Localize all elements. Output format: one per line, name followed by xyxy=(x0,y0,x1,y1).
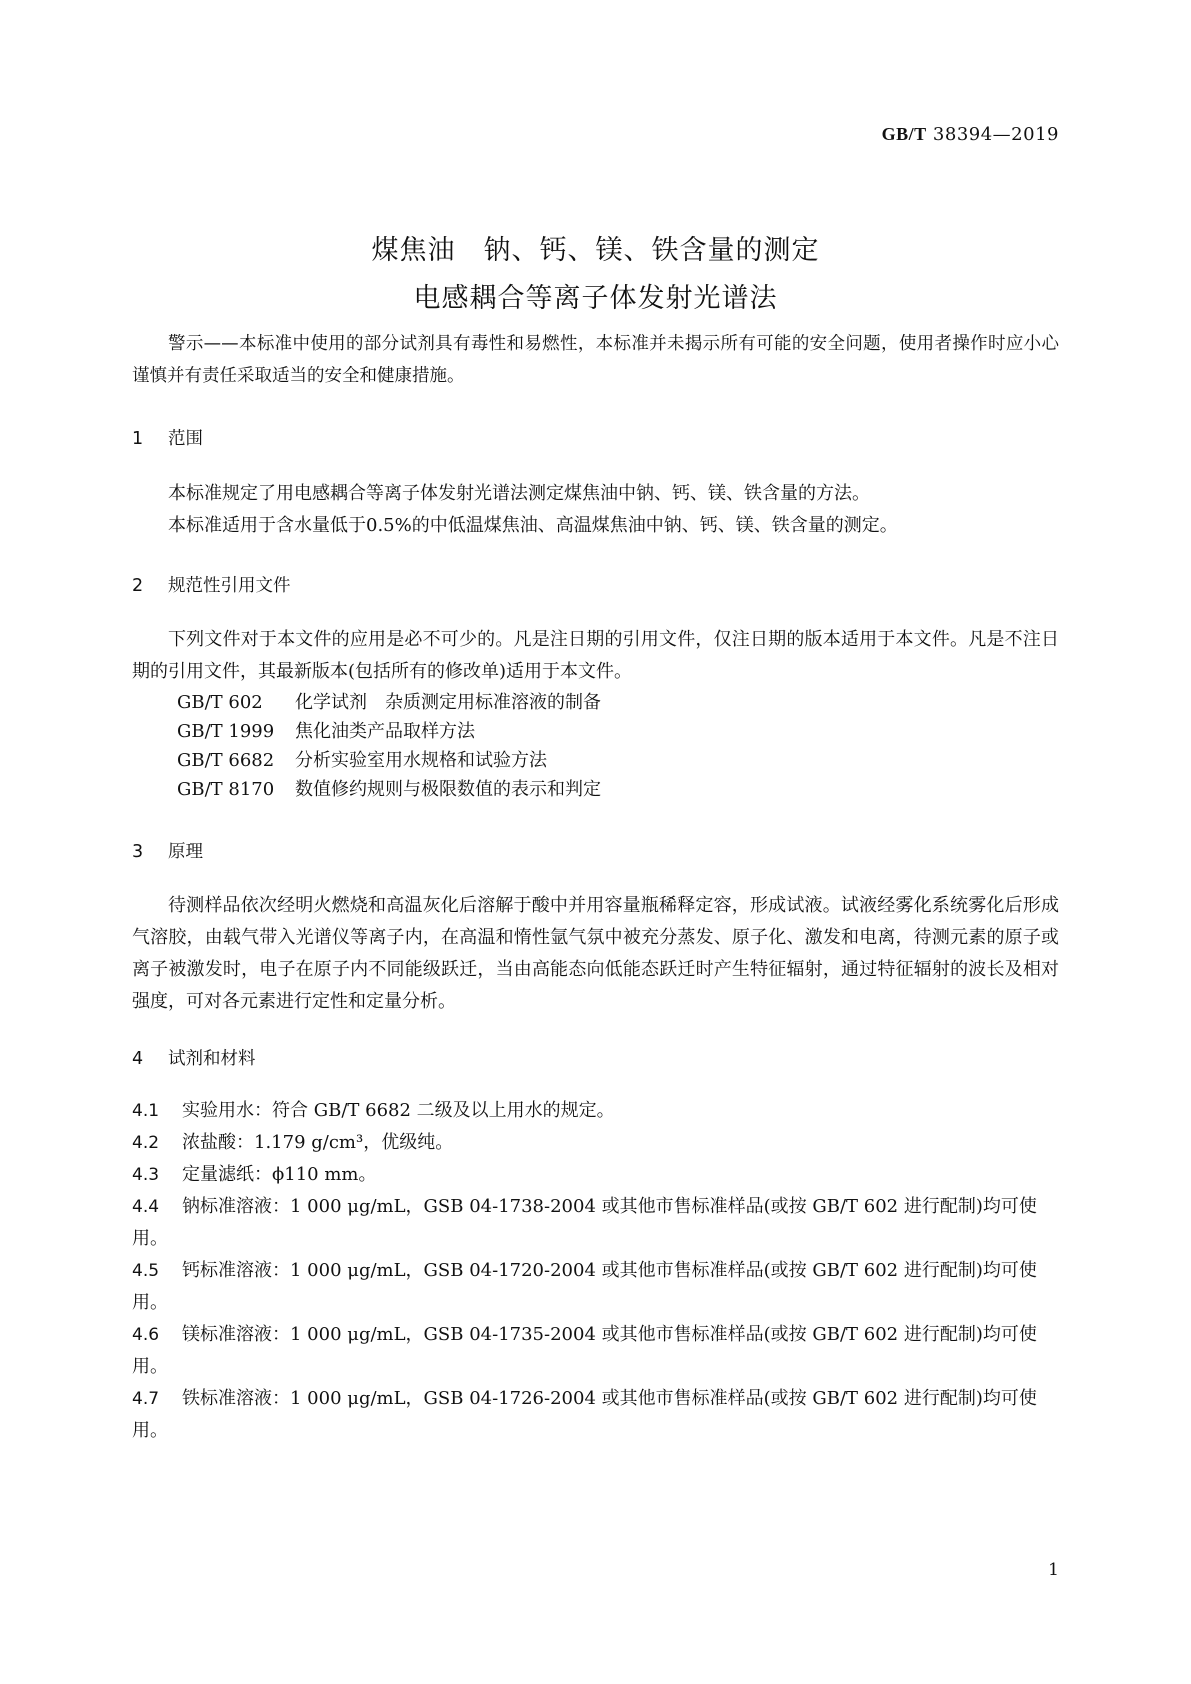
scope-paragraph-2: 本标准适用于含水量低于0.5%的中低温煤焦油、高温煤焦油中钠、钙、镁、铁含量的测定。 xyxy=(168,515,898,536)
reference-item xyxy=(177,687,601,719)
item-number: 4.4 xyxy=(132,1197,160,1217)
section-number: 4 xyxy=(132,1049,144,1069)
item-text: 镁标准溶液：1 000 μg/mL，GSB 04-1735-2004 或其他市售标准样品(或按 GB/T 602 进行配制)均可使用。 xyxy=(132,1324,1037,1377)
item-text: 实验用水：符合 GB/T 6682 二级及以上用水的规定。 xyxy=(182,1100,615,1121)
reference-title: 化学试剂 杂质测定用标准溶液的制备 xyxy=(295,692,601,713)
section-title: 原理 xyxy=(168,842,203,862)
section-heading-normative-references xyxy=(132,572,291,597)
item-number: 4.6 xyxy=(132,1325,160,1345)
standard-prefix: GB/T xyxy=(881,124,927,144)
references-intro-paragraph: 下列文件对于本文件的应用是必不可少的。凡是注日期的引用文件，仅注日期的版本适用于本文件。凡是不注日期的引用文件，其最新版本(包括所有的修改单)适用于本文件。 xyxy=(132,629,1059,682)
item-number: 4.2 xyxy=(132,1133,160,1153)
section-number: 1 xyxy=(132,429,144,449)
reagent-item xyxy=(132,1255,1059,1319)
principle-paragraph: 待测样品依次经明火燃烧和高温灰化后溶解于酸中并用容量瓶稀释定容，形成试液。试液经雾化系统雾化后形成气溶胶，由载气带入光谱仪等离子内，在高温和惰性氩气氛中被充分蒸发、原子化、激发和电离，待测元素的原子或离子被激发时，电子在原子内不同能级跃迁，当由高能态向低能态跃迁时产生特征辐射，通过特征辐射的波长及相对强度，可对各元素进行定性和定量分析。 xyxy=(132,895,1059,1012)
section-title: 规范性引用文件 xyxy=(168,576,291,596)
reagent-item xyxy=(132,1127,1059,1159)
reagent-item xyxy=(132,1095,1059,1127)
section-heading-principle xyxy=(132,838,203,863)
section-number: 2 xyxy=(132,576,144,596)
section-heading-scope xyxy=(132,425,203,450)
section-title: 试剂和材料 xyxy=(168,1049,256,1069)
reference-item xyxy=(177,774,601,806)
standard-number: 38394—2019 xyxy=(932,124,1059,145)
item-number: 4.1 xyxy=(132,1101,160,1121)
section-number: 3 xyxy=(132,842,144,862)
item-text: 定量滤纸：ϕ110 mm。 xyxy=(182,1164,377,1185)
section-heading-reagents xyxy=(132,1045,256,1070)
section-title: 范围 xyxy=(168,429,203,449)
reference-item xyxy=(177,716,475,748)
item-text: 钙标准溶液：1 000 μg/mL，GSB 04-1720-2004 或其他市售标准样品(或按 GB/T 602 进行配制)均可使用。 xyxy=(132,1260,1037,1313)
reference-code: GB/T 6682 xyxy=(177,750,275,771)
item-text: 铁标准溶液：1 000 μg/mL，GSB 04-1726-2004 或其他市售标准样品(或按 GB/T 602 进行配制)均可使用。 xyxy=(132,1388,1037,1441)
item-text: 浓盐酸：1.179 g/cm³，优级纯。 xyxy=(182,1132,454,1153)
reference-title: 数值修约规则与极限数值的表示和判定 xyxy=(295,779,601,800)
item-number: 4.5 xyxy=(132,1261,160,1281)
reference-code: GB/T 8170 xyxy=(177,779,275,800)
document-title-line-1: 煤焦油 钠、钙、镁、铁含量的测定 xyxy=(371,235,820,266)
item-text: 钠标准溶液：1 000 μg/mL，GSB 04-1738-2004 或其他市售标准样品(或按 GB/T 602 进行配制)均可使用。 xyxy=(132,1196,1037,1249)
page-number: 1 xyxy=(1048,1560,1059,1580)
reagent-item xyxy=(132,1159,1059,1191)
document-title-line-2: 电感耦合等离子体发射光谱法 xyxy=(413,283,778,314)
reference-code: GB/T 602 xyxy=(177,692,263,713)
item-number: 4.3 xyxy=(132,1165,160,1185)
item-number: 4.7 xyxy=(132,1389,160,1409)
reference-title: 焦化油类产品取样方法 xyxy=(295,721,475,742)
reagent-item xyxy=(132,1383,1059,1447)
reference-item xyxy=(177,745,547,777)
reagent-item xyxy=(132,1191,1059,1255)
warning-paragraph: 警示——本标准中使用的部分试剂具有毒性和易燃性，本标准并未揭示所有可能的安全问题，使用者操作时应小心谨慎并有责任采取适当的安全和健康措施。 xyxy=(132,334,1059,386)
standard-code xyxy=(882,124,1059,145)
reference-code: GB/T 1999 xyxy=(177,721,275,742)
scope-paragraph-1: 本标准规定了用电感耦合等离子体发射光谱法测定煤焦油中钠、钙、镁、铁含量的方法。 xyxy=(168,483,870,504)
reference-title: 分析实验室用水规格和试验方法 xyxy=(295,750,547,771)
reagent-item xyxy=(132,1319,1059,1383)
